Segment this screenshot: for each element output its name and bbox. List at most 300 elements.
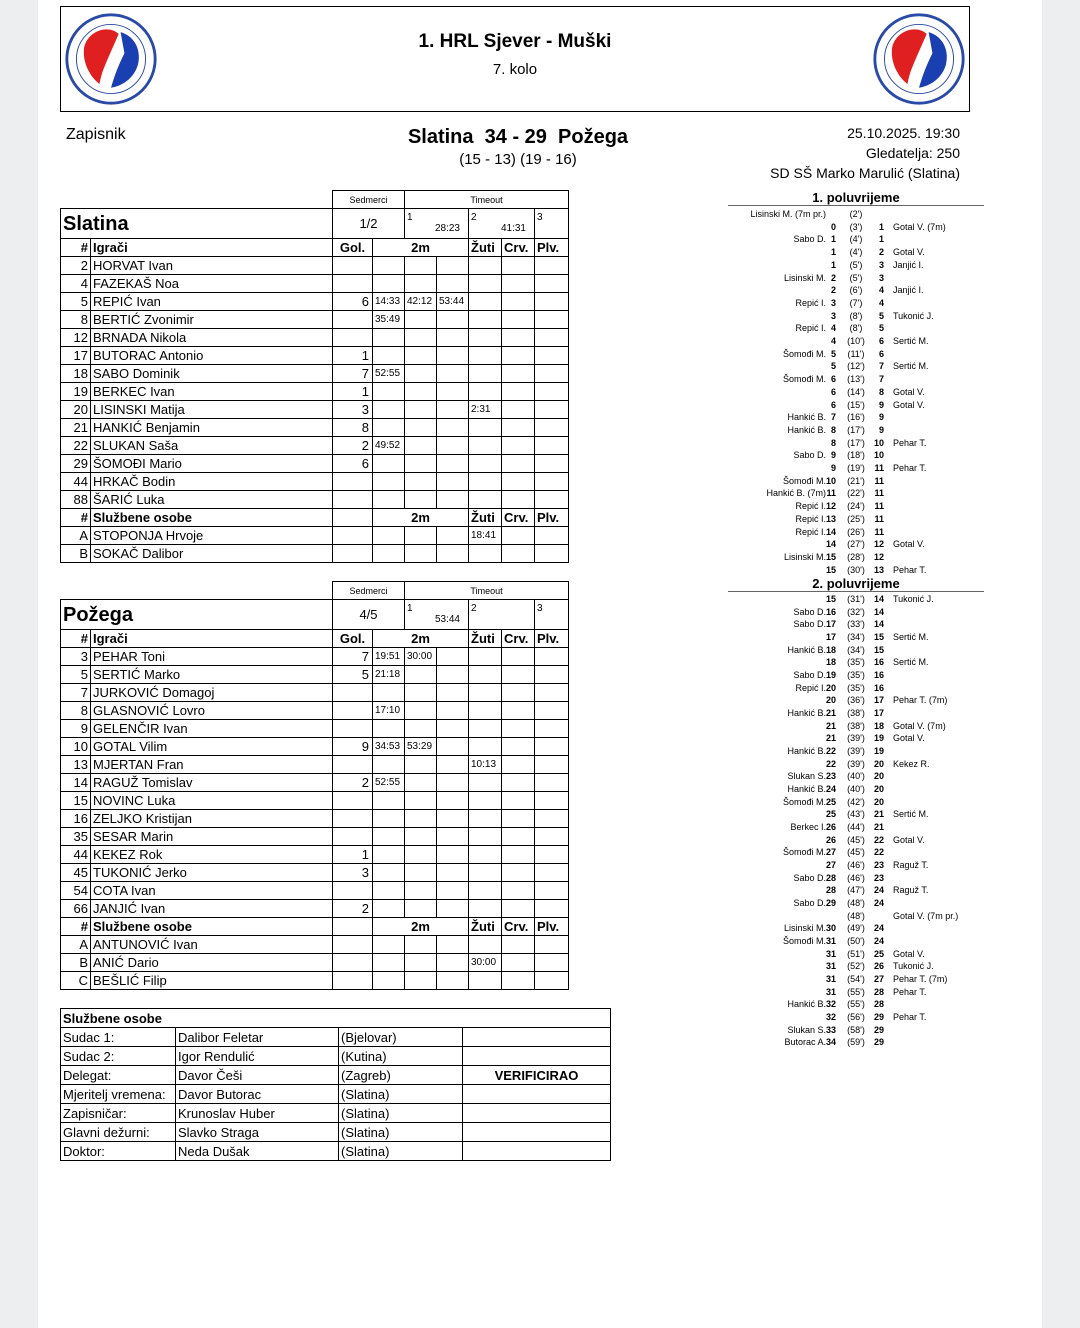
blue-card [535, 738, 569, 756]
suspension-3 [437, 720, 469, 738]
official-suspension-1 [373, 527, 405, 545]
suspension-3 [437, 473, 469, 491]
player-row [61, 455, 569, 473]
player-goals [333, 491, 373, 509]
player-name: SESAR Marin [91, 828, 333, 846]
log-away-scorer: Pehar T. [893, 986, 927, 997]
log-away-scorer: Raguž T. [893, 885, 929, 896]
log-home-score: 2 [830, 272, 836, 283]
log-away-score: 25 [873, 948, 884, 959]
log-home-score: 27 [825, 860, 836, 871]
log-event [728, 233, 988, 246]
player-row [61, 846, 569, 864]
log-event [728, 551, 988, 564]
log-away-score: 26 [873, 961, 884, 972]
log-home-score: 25 [825, 796, 836, 807]
log-away-scorer: Sertić M. [893, 809, 929, 820]
log-home-scorer: Lisinski M. [783, 923, 826, 934]
log-home-score: 21 [825, 708, 836, 719]
log-away-scorer: Janjić I. [893, 285, 924, 296]
log-minute: (55') [847, 986, 865, 997]
log-home-score: 22 [825, 746, 836, 757]
log-away-score: 2 [878, 247, 884, 258]
log-minute: (11') [847, 348, 865, 359]
player-goals: 2 [333, 774, 373, 792]
log-home-scorer: Hankić B. [787, 999, 826, 1010]
official-blue-card [535, 972, 569, 990]
suspension-2 [405, 756, 437, 774]
player-goals [333, 311, 373, 329]
log-home-score: 34 [825, 1037, 836, 1048]
red-card [502, 828, 535, 846]
log-away-score: 5 [878, 323, 884, 334]
log-away-score: 12 [873, 539, 884, 550]
player-goals: 1 [333, 347, 373, 365]
player-goals: 6 [333, 455, 373, 473]
suspension-2 [405, 347, 437, 365]
player-name: HANKIĆ Benjamin [91, 419, 333, 437]
round-label: 7. kolo [492, 61, 538, 78]
player-number: 8 [61, 311, 91, 329]
player-number: 16 [61, 810, 91, 828]
official-red-card [502, 936, 535, 954]
team-official-row [61, 527, 569, 545]
official-city: (Bjelovar) [339, 1028, 463, 1047]
log-event [728, 513, 988, 526]
log-away-score: 9 [878, 424, 884, 435]
official-blue-card [535, 936, 569, 954]
federation-logo-right [871, 11, 967, 107]
log-away-score: 24 [873, 885, 884, 896]
log-away-score: 14 [873, 619, 884, 630]
home-team-table [60, 190, 569, 563]
log-event [728, 272, 988, 285]
log-away-score: 23 [873, 860, 884, 871]
log-minute: (25') [847, 513, 865, 524]
player-name: ŠARIĆ Luka [91, 491, 333, 509]
half-scores: (15 - 13) (19 - 16) [459, 151, 577, 168]
player-goals: 7 [333, 365, 373, 383]
away-team-table [60, 581, 569, 990]
log-event [728, 859, 988, 872]
log-minute: (12') [847, 361, 865, 372]
log-minute: (5') [849, 272, 863, 283]
log-home-scorer: Repić I. [795, 513, 826, 524]
suspension-2 [405, 257, 437, 275]
log-away-score: 11 [874, 526, 884, 537]
yellow-card [469, 882, 502, 900]
log-home-score: 31 [825, 961, 836, 972]
log-minute: (26') [847, 526, 865, 537]
match-officials-table [60, 1008, 611, 1161]
log-home-score: 24 [825, 784, 836, 795]
suspension-3 [437, 455, 469, 473]
player-row [61, 347, 569, 365]
player-goals [333, 810, 373, 828]
log-away-scorer: Gotal V. (7m) [893, 720, 946, 731]
log-event [728, 449, 988, 462]
log-home-scorer: Lisinski M. (7m pr.) [750, 209, 826, 219]
player-row [61, 311, 569, 329]
suspension-2 [405, 383, 437, 401]
log-event [728, 208, 988, 221]
player-row [61, 365, 569, 383]
red-card [502, 882, 535, 900]
blue-card [535, 792, 569, 810]
log-event [728, 935, 988, 948]
suspension-1 [373, 900, 405, 918]
official-city: (Slatina) [339, 1104, 463, 1123]
yellow-card [469, 491, 502, 509]
suspension-2 [405, 329, 437, 347]
log-away-scorer: Gotal V. [893, 399, 925, 410]
suspension-2 [405, 900, 437, 918]
blue-card [535, 702, 569, 720]
log-home-score: 10 [825, 475, 836, 486]
official-name: ANTUNOVIĆ Ivan [91, 936, 333, 954]
suspension-1: 34:53 [373, 738, 405, 756]
player-name: SLUKAN Saša [91, 437, 333, 455]
player-goals: 2 [333, 900, 373, 918]
log-minute: (56') [847, 1012, 865, 1023]
log-home-score: 17 [825, 619, 836, 630]
red-card [502, 401, 535, 419]
official-red-card [502, 972, 535, 990]
yellow-card [469, 455, 502, 473]
player-number: 2 [61, 257, 91, 275]
log-away-scorer: Gotal V. (7m) [893, 221, 946, 232]
away-timeout-2: 2 [469, 600, 535, 630]
official-role: Delegat: [61, 1066, 176, 1085]
log-away-score: 9 [878, 399, 884, 410]
log-event [728, 322, 988, 335]
log-away-scorer: Gotal V. [893, 733, 925, 744]
log-away-scorer: Pehar T. (7m) [893, 695, 948, 706]
blue-card [535, 293, 569, 311]
player-goals [333, 684, 373, 702]
official-suspension-1 [373, 972, 405, 990]
log-home-scorer: Repić I. [795, 526, 826, 537]
log-minute: (35') [847, 657, 865, 668]
suspension-1 [373, 864, 405, 882]
log-event [728, 348, 988, 361]
official-person: Neda Dušak [176, 1142, 339, 1161]
suspension-2 [405, 792, 437, 810]
official-role: Sudac 1: [61, 1028, 176, 1047]
log-home-scorer: Hankić B. [787, 424, 826, 435]
log-home-score: 16 [825, 606, 836, 617]
away-timeout-3: 3 [535, 600, 569, 630]
log-away-score: 17 [873, 708, 884, 719]
match-official-row [61, 1123, 611, 1142]
blue-card [535, 828, 569, 846]
log-event [728, 656, 988, 669]
suspension-3: 53:44 [437, 293, 469, 311]
suspension-1: 49:52 [373, 437, 405, 455]
log-home-score: 32 [825, 1012, 836, 1023]
official-suspension-3 [437, 954, 469, 972]
blue-card [535, 846, 569, 864]
home-timeout-2: 2 41:31 [469, 209, 535, 239]
home-officials-header: # Službene osobe 2m Žuti Crv. Plv. [61, 509, 569, 527]
log-away-scorer: Pehar T. [893, 1012, 927, 1023]
red-card [502, 684, 535, 702]
match-official-row [61, 1085, 611, 1104]
yellow-card [469, 419, 502, 437]
player-row [61, 419, 569, 437]
suspension-1: 52:55 [373, 365, 405, 383]
official-person: Dalibor Feletar [176, 1028, 339, 1047]
red-card [502, 257, 535, 275]
log-away-score: 13 [873, 564, 884, 575]
blue-card [535, 347, 569, 365]
log-event [728, 694, 988, 707]
log-minute: (51') [847, 948, 865, 959]
away-sevens-header: Sedmerci [333, 582, 405, 600]
log-event [728, 922, 988, 935]
log-home-score: 6 [830, 374, 836, 385]
player-number: 45 [61, 864, 91, 882]
log-event [728, 846, 988, 859]
red-card [502, 900, 535, 918]
log-minute: (47') [847, 885, 865, 896]
log-away-score: 7 [878, 361, 884, 372]
second-half-heading: 2. poluvrijeme [728, 576, 984, 592]
suspension-2 [405, 275, 437, 293]
official-suspension-3 [437, 545, 469, 563]
log-away-score: 18 [873, 720, 884, 731]
player-number: 5 [61, 293, 91, 311]
log-home-score: 15 [825, 594, 836, 604]
match-score: Slatina 34 - 29 Požega [407, 126, 629, 148]
player-name: HRKAČ Bodin [91, 473, 333, 491]
log-event [728, 500, 988, 513]
away-timeout-1: 1 53:44 [405, 600, 469, 630]
log-minute: (38') [847, 720, 865, 731]
log-minute: (5') [849, 259, 863, 270]
player-row [61, 882, 569, 900]
official-goals [333, 972, 373, 990]
log-away-score: 16 [873, 670, 884, 681]
away-timeout-header: Timeout [405, 582, 569, 600]
log-home-scorer: Sabo D. [793, 670, 826, 681]
player-number: 21 [61, 419, 91, 437]
player-number: 10 [61, 738, 91, 756]
log-event [728, 745, 988, 758]
yellow-card [469, 473, 502, 491]
verified-cell [463, 1028, 611, 1047]
suspension-3 [437, 864, 469, 882]
log-home-score: 32 [825, 999, 836, 1010]
suspension-2 [405, 473, 437, 491]
home-col-headers: # Igrači Gol. 2m Žuti Crv. Plv. [61, 239, 569, 257]
suspension-1: 35:49 [373, 311, 405, 329]
first-half-heading: 1. poluvrijeme [728, 190, 984, 206]
log-home-scorer: Šomođi M. [782, 847, 826, 858]
log-home-scorer: Slukan S. [787, 771, 826, 782]
log-home-score: 7 [830, 412, 836, 423]
log-away-score: 17 [873, 695, 884, 706]
suspension-2 [405, 666, 437, 684]
suspension-1 [373, 455, 405, 473]
log-away-scorer: Gotal V. (7m pr.) [893, 910, 959, 921]
yellow-card [469, 648, 502, 666]
log-home-score: 5 [830, 361, 836, 372]
red-card [502, 455, 535, 473]
log-home-scorer: Hankić B. [787, 708, 826, 719]
suspension-1 [373, 828, 405, 846]
log-home-score: 8 [830, 437, 836, 448]
player-row [61, 828, 569, 846]
log-event [728, 758, 988, 771]
log-away-score: 11 [874, 475, 884, 486]
red-card [502, 473, 535, 491]
log-away-score: 4 [878, 297, 884, 308]
verified-cell [463, 1123, 611, 1142]
log-minute: (36') [847, 695, 865, 706]
log-minute: (28') [847, 551, 865, 562]
log-home-score: 18 [825, 644, 836, 655]
log-minute: (16') [847, 412, 865, 423]
suspension-3 [437, 437, 469, 455]
log-home-score: 25 [825, 809, 836, 820]
home-team-name: Slatina [61, 209, 333, 239]
official-goals [333, 936, 373, 954]
player-number: 4 [61, 275, 91, 293]
log-away-score: 19 [873, 746, 884, 757]
yellow-card [469, 257, 502, 275]
home-sevens-header: Sedmerci [333, 191, 405, 209]
log-minute: (13') [847, 374, 865, 385]
log-away-scorer: Sertić M. [893, 632, 929, 642]
log-away-scorer: Pehar T. [893, 437, 927, 448]
log-event [728, 973, 988, 986]
log-minute: (34') [847, 632, 865, 642]
official-name: STOPONJA Hrvoje [91, 527, 333, 545]
log-event [728, 564, 988, 577]
log-minute: (38') [847, 708, 865, 719]
log-minute: (45') [847, 834, 865, 845]
suspension-3 [437, 329, 469, 347]
suspension-2 [405, 365, 437, 383]
log-event [728, 526, 988, 539]
log-away-score: 20 [873, 758, 884, 769]
log-minute: (4') [849, 234, 863, 245]
player-number: 22 [61, 437, 91, 455]
player-row [61, 810, 569, 828]
suspension-1: 52:55 [373, 774, 405, 792]
log-home-score: 31 [825, 974, 836, 985]
log-event [728, 770, 988, 783]
log-home-scorer: Lisinski M. [783, 551, 826, 562]
official-suspension-2 [405, 936, 437, 954]
log-away-score: 20 [873, 784, 884, 795]
suspension-2 [405, 311, 437, 329]
log-home-score: 20 [825, 682, 836, 693]
red-card [502, 738, 535, 756]
yellow-card [469, 666, 502, 684]
blue-card [535, 383, 569, 401]
red-card [502, 774, 535, 792]
log-minute: (48') [847, 910, 865, 921]
player-number: 14 [61, 774, 91, 792]
log-minute: (17') [847, 437, 865, 448]
official-suspension-3 [437, 936, 469, 954]
log-event [728, 475, 988, 488]
log-away-score: 14 [873, 606, 884, 617]
log-home-scorer: Šomođi M. [782, 348, 826, 359]
player-name: COTA Ivan [91, 882, 333, 900]
suspension-2 [405, 846, 437, 864]
log-event [728, 386, 988, 399]
player-row [61, 702, 569, 720]
suspension-1: 21:18 [373, 666, 405, 684]
log-minute: (27') [847, 539, 865, 550]
red-card [502, 365, 535, 383]
log-minute: (39') [847, 758, 865, 769]
match-datetime: 25.10.2025. 19:30 [847, 125, 960, 141]
official-yellow-card: 18:41 [469, 527, 502, 545]
log-minute: (32') [847, 606, 865, 617]
player-number: 15 [61, 792, 91, 810]
verified-cell [463, 1104, 611, 1123]
official-role: Doktor: [61, 1142, 176, 1161]
log-away-score: 8 [878, 386, 884, 397]
official-person: Davor Češi [176, 1066, 339, 1085]
suspension-1 [373, 257, 405, 275]
log-away-score: 28 [873, 999, 884, 1010]
official-city: (Slatina) [339, 1142, 463, 1161]
log-away-scorer: Sertić M. [893, 361, 929, 372]
log-home-score: 15 [825, 564, 836, 575]
official-suspension-1 [373, 954, 405, 972]
player-row [61, 774, 569, 792]
official-blue-card [535, 954, 569, 972]
log-minute: (18') [847, 450, 865, 461]
away-col-headers: # Igrači Gol. 2m Žuti Crv. Plv. [61, 630, 569, 648]
player-number: 3 [61, 648, 91, 666]
log-away-score: 3 [878, 272, 884, 283]
log-away-scorer: Gotal V. [893, 539, 925, 550]
log-home-scorer: Sabo D. [793, 234, 826, 245]
yellow-card [469, 792, 502, 810]
federation-logo-left [63, 11, 159, 107]
suspension-1 [373, 473, 405, 491]
log-minute: (48') [847, 898, 865, 909]
log-event [728, 897, 988, 910]
yellow-card [469, 900, 502, 918]
suspension-1 [373, 491, 405, 509]
log-home-scorer: Šomođi M. [782, 936, 826, 947]
log-away-score: 29 [873, 1024, 884, 1035]
player-name: FAZEKAŠ Noa [91, 275, 333, 293]
suspension-1 [373, 720, 405, 738]
suspension-1: 19:51 [373, 648, 405, 666]
yellow-card [469, 684, 502, 702]
official-letter: A [61, 936, 91, 954]
player-number: 18 [61, 365, 91, 383]
log-home-scorer: Repić I. [795, 297, 826, 308]
official-suspension-2 [405, 545, 437, 563]
header-box [60, 6, 970, 112]
log-home-score: 21 [825, 720, 836, 731]
log-minute: (43') [847, 809, 865, 820]
official-person: Krunoslav Huber [176, 1104, 339, 1123]
log-home-score: 26 [825, 834, 836, 845]
red-card [502, 329, 535, 347]
log-away-score: 1 [878, 234, 884, 245]
suspension-3 [437, 828, 469, 846]
